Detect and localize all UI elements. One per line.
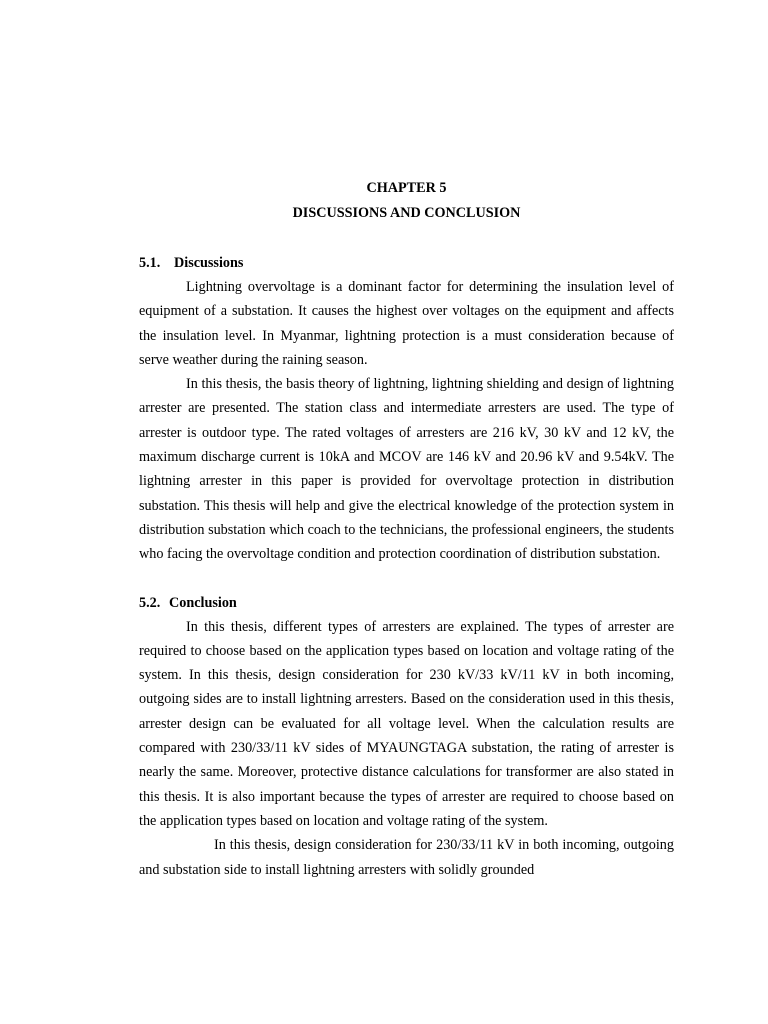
chapter-number: CHAPTER 5 <box>366 180 447 196</box>
section-conclusion <box>139 591 674 882</box>
section-title: Discussions <box>174 255 244 271</box>
section-number: 5.1. <box>139 255 161 271</box>
section-heading <box>139 251 674 275</box>
paragraph: Lightning overvoltage is a dominant factor for determining the insulation level of equipment of a substation. It causes the highest over voltages on the equipment and affects the insulation level. In Myanmar, lightning protection is a must consideration because of serve weather during the raining season. <box>139 279 674 368</box>
paragraph: In this thesis, design consideration for 230/33/11 kV in both incoming, outgoing and substation side to install lightning arresters with solidly grounded <box>139 837 674 878</box>
paragraph: In this thesis, different types of arresters are explained. The types of arrester are required to choose based on the application types based on location and voltage rating of the system. In this thesis, design consideration for 230 kV/33 kV/11 kV in both incoming, outgoing sides are to install lightning arresters. Based on the consideration used in this thesis, arrester design can be evaluated for all voltage level. When the calculation results are compared with 230/33/11 kV sides of MYAUNGTAGA substation, the rating of arrester is nearly the same. Moreover, protective distance calculations for transformer are also stated in this thesis. It is also important because the types of arrester are required to choose based on the application types based on location and voltage rating of the system. <box>139 618 674 829</box>
chapter-title: DISCUSSIONS AND CONCLUSION <box>292 205 521 221</box>
paragraph: In this thesis, the basis theory of lightning, lightning shielding and design of lightning arrester are presented. The station class and intermediate arresters are used. The type of arrester is outdoor type. The rated voltages of arresters are 216 kV, 30 kV and 12 kV, the maximum discharge current is 10kA and MCOV are 146 kV and 20.96 kV and 9.54kV. The lightning arrester in this paper is provided for overvoltage protection in distribution substation. This thesis will help and give the electrical knowledge of the protection system in distribution substation which coach to the technicians, the professional engineers, the students who facing the overvoltage condition and protection coordination of distribution substation. <box>139 376 674 563</box>
section-number: 5.2. <box>139 594 161 611</box>
section-title: Conclusion <box>169 594 237 611</box>
document-page <box>139 176 674 882</box>
section-heading <box>139 591 674 615</box>
section-discussions <box>139 251 674 567</box>
